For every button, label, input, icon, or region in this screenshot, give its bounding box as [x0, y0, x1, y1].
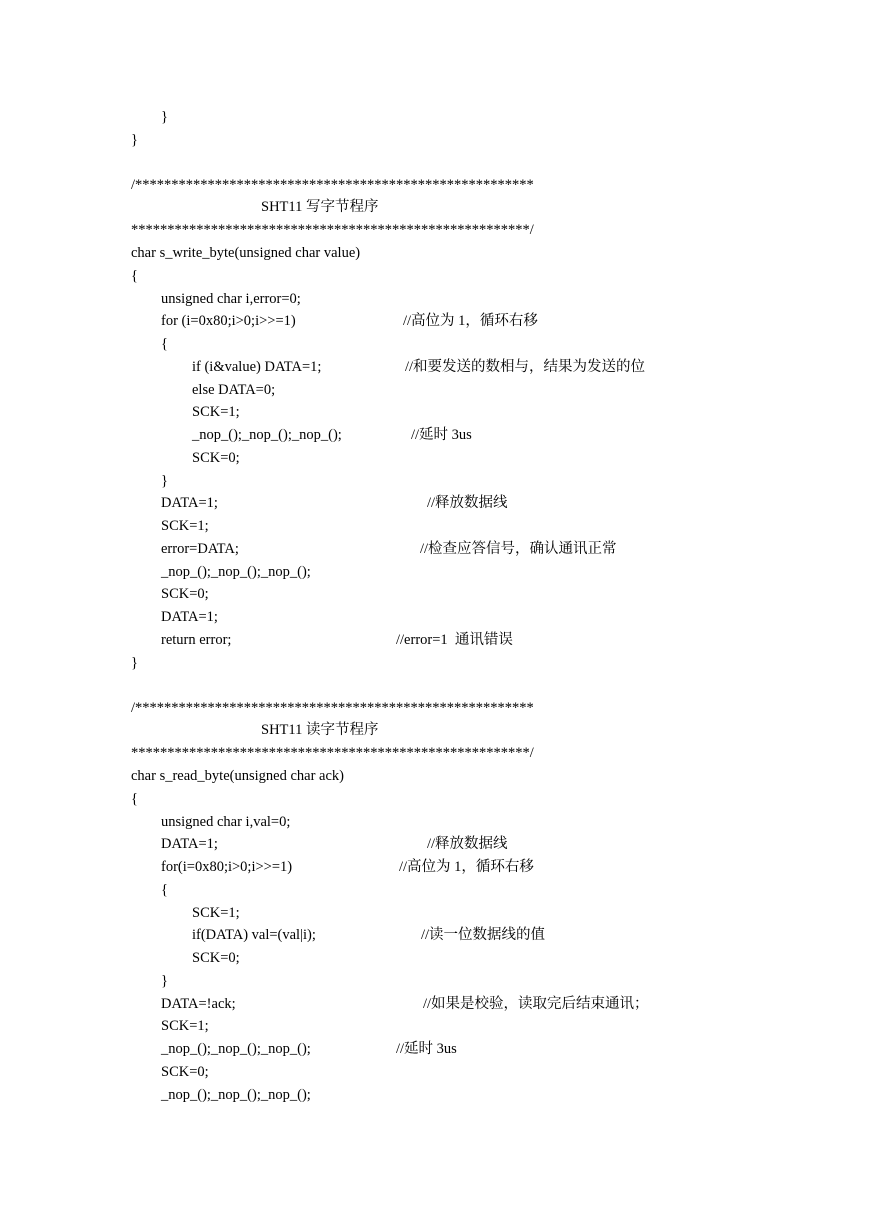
code-line: }	[161, 109, 168, 125]
code-comment: //延时 3us	[411, 427, 472, 443]
code-line: for(i=0x80;i>0;i>>=1)	[161, 859, 293, 875]
function-signature: char s_write_byte(unsigned char value)	[131, 245, 361, 261]
code-line: SCK=0;	[161, 1064, 209, 1080]
section-title: SHT11 写字节程序	[261, 199, 379, 215]
code-line: return error;	[161, 632, 232, 648]
section-title: SHT11 读字节程序	[261, 722, 379, 738]
comment-banner-bottom: *******************************************************/	[131, 745, 534, 761]
code-comment: //读一位数据线的值	[421, 927, 546, 943]
code-line: SCK=1;	[192, 404, 240, 420]
code-line: if (i&value) DATA=1;	[192, 359, 322, 375]
code-line: DATA=1;	[161, 609, 218, 625]
code-line: SCK=1;	[161, 1018, 209, 1034]
code-line: unsigned char i,error=0;	[161, 291, 301, 307]
code-line: {	[161, 882, 168, 898]
code-line: DATA=!ack;	[161, 996, 236, 1012]
code-line: _nop_();_nop_();_nop_();	[161, 1041, 311, 1057]
comment-banner-top: /*******************************************************	[131, 700, 534, 716]
code-line: error=DATA;	[161, 541, 239, 557]
code-comment: //高位为 1，循环右移	[403, 313, 538, 329]
code-comment: //释放数据线	[427, 836, 508, 852]
code-line: }	[161, 473, 168, 489]
code-comment: //延时 3us	[396, 1041, 457, 1057]
code-line: _nop_();_nop_();_nop_();	[161, 1087, 311, 1103]
comment-banner-bottom: *******************************************************/	[131, 222, 534, 238]
code-line: SCK=0;	[192, 450, 240, 466]
code-line: _nop_();_nop_();_nop_();	[192, 427, 342, 443]
code-comment: //error=1 通讯错误	[396, 632, 513, 648]
code-comment: //高位为 1，循环右移	[399, 859, 534, 875]
code-comment: //和要发送的数相与，结果为发送的位	[405, 359, 646, 375]
code-line: SCK=1;	[161, 518, 209, 534]
code-line: {	[131, 791, 138, 807]
code-line: }	[161, 973, 168, 989]
code-line: SCK=0;	[161, 586, 209, 602]
comment-banner-top: /*******************************************************	[131, 177, 534, 193]
code-comment: //释放数据线	[427, 495, 508, 511]
code-comment: //检查应答信号，确认通讯正常	[420, 541, 617, 557]
code-line: {	[161, 336, 168, 352]
code-line: SCK=1;	[192, 905, 240, 921]
code-line: }	[131, 655, 138, 671]
code-line: unsigned char i,val=0;	[161, 814, 291, 830]
code-line: for (i=0x80;i>0;i>>=1)	[161, 313, 296, 329]
code-line: SCK=0;	[192, 950, 240, 966]
code-comment: //如果是校验，读取完后结束通讯；	[423, 996, 649, 1012]
code-line: DATA=1;	[161, 836, 218, 852]
code-line: }	[131, 132, 138, 148]
code-line: _nop_();_nop_();_nop_();	[161, 564, 311, 580]
function-signature: char s_read_byte(unsigned char ack)	[131, 768, 344, 784]
code-line: if(DATA) val=(val|i);	[192, 927, 316, 943]
code-line: {	[131, 268, 138, 284]
code-line: else DATA=0;	[192, 382, 276, 398]
code-line: DATA=1;	[161, 495, 218, 511]
